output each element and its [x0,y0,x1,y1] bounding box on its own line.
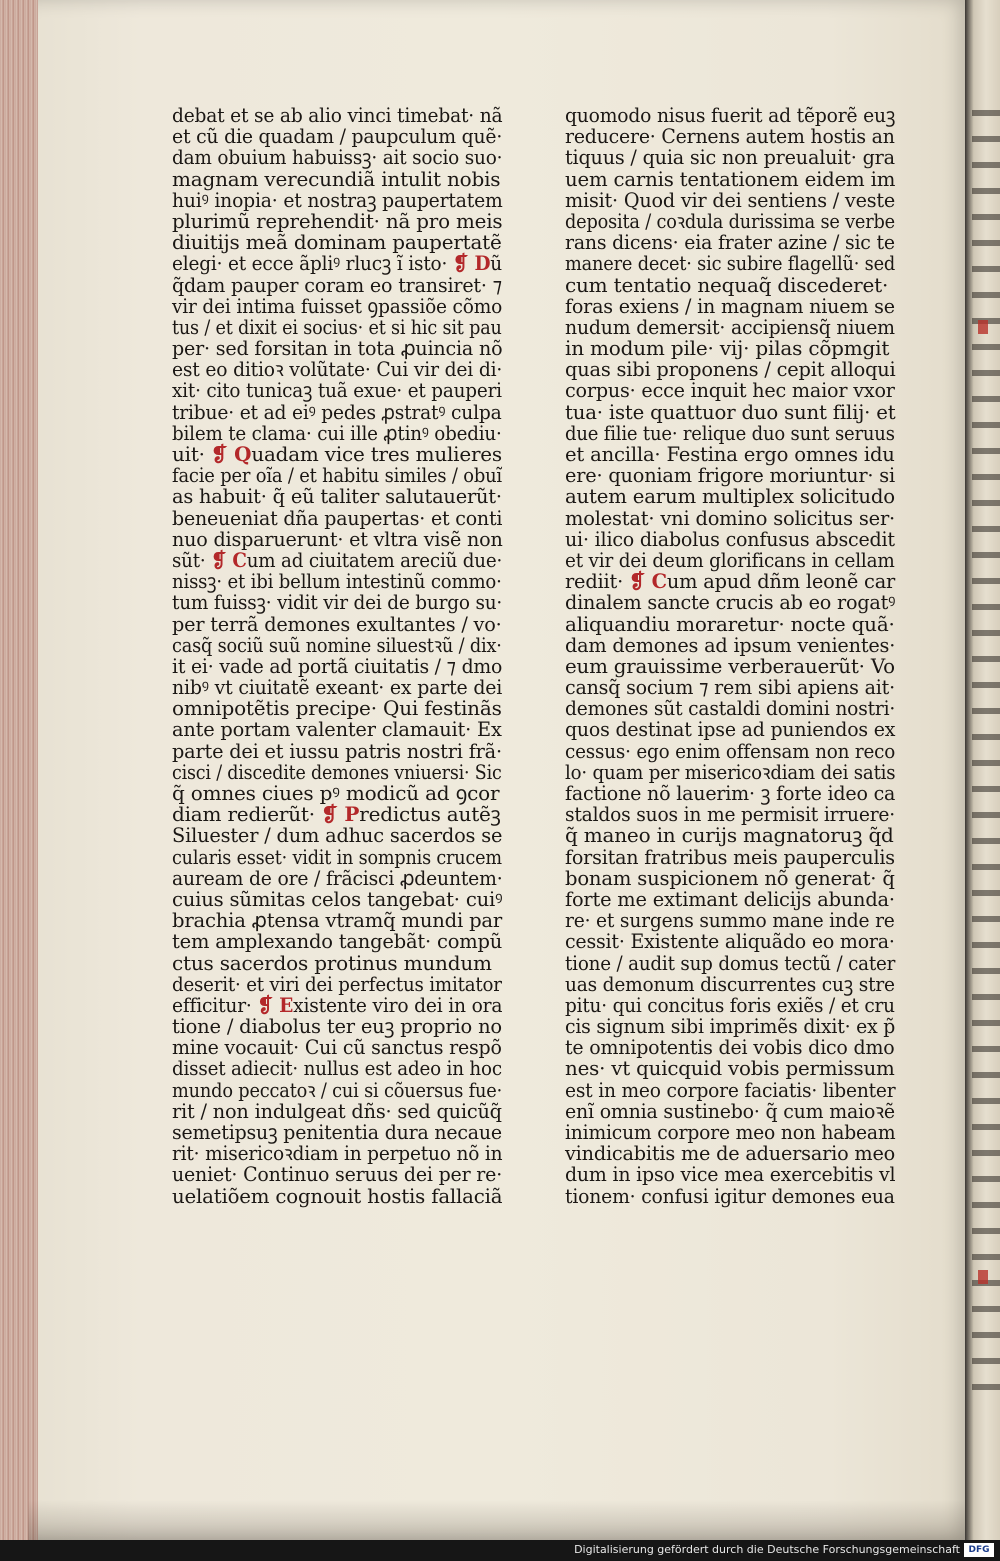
left-column-line: nissꝫ· et ibi bellum intestinũ commo· [172,569,502,594]
right-column-line: dum in ipso vice mea exercebitis vl [565,1162,896,1187]
left-column-line: q̃dam pauper coram eo transiret· ⁊ [172,272,502,297]
right-column-line: re· et surgens summo mane inde re [565,908,895,933]
left-column-line: parte dei et iussu patris nostri frã· [172,738,502,763]
left-column-line: vir dei intima fuisset ꝯpassiõe cõmo [172,293,503,318]
left-column-line: tus / et dixit ei socius· et si hic sit pau [172,314,502,339]
dfg-logo-icon: DFG [964,1543,994,1557]
right-column-line: et ancilla· Festina ergo omnes idu [565,442,895,466]
right-column-line: reducere· Cernens autem hostis an [565,124,895,149]
right-column-line: nudum demersit· accipiensq̃ niuem [565,314,895,339]
right-column-line: et vir dei deum glorificans in cellam [565,547,895,572]
left-column-line: brachia ꝓtensa vtramq̃ mundi par [172,908,503,933]
rubric-mark: ❡ D [452,251,491,276]
left-column-line: cuius sũmitas celos tangebat· cuiꝰ [172,886,503,911]
right-column-line: ere· quoniam frigore moriuntur· si [565,463,895,488]
left-column-line: disset adiecit· nullus est adeo in hoc [172,1056,502,1081]
left-column-line: uelatiõem cognouit hostis fallaciã [172,1183,503,1208]
left-column-line: debat et se ab alio vinci timebat· nã [172,103,503,127]
left-column-line: facie per oĩa / et habitu similes / obuĩ [172,463,502,488]
right-column-line: molestat· vni domino solicitus ser· [565,505,896,530]
left-column-line: per terrã demones exultantes / vo· [172,611,502,636]
left-column-line: semetipsuꝫ penitentia dura necaue [172,1120,502,1144]
right-column-line: vindicabitis me de aduersario meo [565,1141,896,1166]
right-column-line: cansq̃ socium ⁊ rem sibi apiens ait· [565,675,895,700]
left-column-line: plurimũ reprehendit· nã pro meis [172,208,503,233]
left-column-line: tione / diabolus ter euꝫ proprio no [172,1014,502,1039]
right-column-line: enĩ omnia sustinebo· q̃ cum maioꝛẽ [565,1098,895,1123]
left-column-line: as habuit· q̃ eũ taliter salutauerũt· [172,484,502,509]
right-column-line: cessus· ego enim offensam non reco [565,738,896,763]
left-column-line: tum fuissꝫ· vidit vir dei de burgo su· [172,590,503,615]
left-column-line: beneueniat dña paupertas· et conti [172,505,503,530]
left-column-line: uit· ❡ Quadam vice tres mulieres [172,442,502,466]
left-column-line: q̃ omnes ciues pꝰ modicũ ad ꝯcor [172,781,500,805]
left-column-line: rit / non indulgeat dñs· sed quicũq̃ [172,1098,502,1123]
digitization-footer [0,1540,1000,1561]
right-column-line: dam demones ad ipsum venientes· [565,632,896,657]
left-column-line: ante portam valenter clamauit· Ex [172,717,502,742]
right-column-line: rans dicens· eia frater azine / sic te [565,230,895,255]
right-column-line: ui· ilico diabolus confusus abscedit [565,526,895,551]
right-column-line: lo· quam per misericoꝛdiam dei satis [565,759,896,784]
right-column-line: misit· Quod vir dei sentiens / veste [565,187,896,212]
right-column-line: dinalem sancte crucis ab eo rogatꝰ [565,590,896,615]
left-column-line: est eo ditioꝛ volũtate· Cui vir dei di· [172,357,503,382]
right-column-line: bonam suspicionem nõ generat· q̃ [565,865,895,890]
facing-page-rubric-mark [978,320,988,334]
left-column-line: nibꝰ vt ciuitatẽ exeant· ex parte dei [172,675,503,700]
left-column-line: omnipotẽtis precipe· Qui festinãs [172,696,502,721]
right-column-line: autem earum multiplex solicitudo [565,484,895,509]
left-column-line: sũt· ❡ Cum ad ciuitatem areciũ due· [172,547,503,572]
right-column-line: pitu· qui concitus foris exiẽs / et cru [565,992,895,1017]
right-column-line: demones sũt castaldi domini nostri· [565,696,896,721]
right-column-line: q̃ maneo in curijs magnatoruꝫ q̃d [565,823,894,848]
right-column-line: in modum pile· vij· pilas cõpmgit [565,336,890,361]
left-column-line: bilem te clama· cui ille ꝓtinꝰ obediu· [172,420,502,445]
left-column-line: mundo peccatoꝛ / cui si cõuersus fue· [172,1077,503,1102]
right-column-line: cis signum sibi imprimẽs dixit· ex p̃ [565,1014,896,1039]
right-column-line: uas demonum discurrentes cuꝫ stre [565,971,895,996]
right-column-line: eum grauissime verberauerũt· Vo [565,653,895,678]
left-column-line: cisci / discedite demones vniuersi· Sic [172,759,502,784]
left-column-line: magnam verecundiã intulit nobis [172,166,501,191]
left-column-line: cularis esset· vidit in sompnis crucem [172,844,502,869]
left-column-line: nuo disparuerunt· et vltra visẽ non [172,526,503,551]
left-column-line: mine vocauit· Cui cũ sanctus respõ [172,1035,502,1060]
rubric-mark: ❡ P [321,802,360,827]
page-edge-red [0,0,38,1540]
text-column-right [565,105,895,1207]
right-column-line: uem carnis tentationem eidem im [565,166,896,191]
left-column-line: casq̃ sociũ suũ nomine siluestꝛũ / dix· [172,632,502,657]
left-column-line: diam redierũt· ❡ Predictus autẽꝫ [172,802,501,827]
right-column-line: foras exiens / in magnam niuem se [565,293,895,318]
left-column-line: it ei· vade ad portã ciuitatis / ⁊ dmo [172,653,503,678]
footer-credit: Digitalisierung gefördert durch die Deutsche Forschungsgemeinschaft [574,1543,960,1556]
right-column-line: forte me extimant delicijs abunda· [565,886,895,911]
right-column-line: tua· iste quattuor duo sunt filij· et [565,399,896,424]
left-column-line: deserit· et viri dei perfectus imitator [172,971,502,996]
right-column-line: tiquus / quia sic non preualuit· gra [565,145,895,170]
left-column-line: Siluester / dum adhuc sacerdos se [172,823,503,848]
right-column-line: quomodo nisus fuerit ad tẽporẽ euꝫ [565,103,896,127]
rubric-mark: ❡ Q [210,442,252,466]
right-column-line: forsitan fratribus meis pauperculis [565,844,895,869]
right-column-line: factione nõ lauerim· ꝫ forte ideo ca [565,781,896,805]
left-column-line: huiꝰ inopia· et nostraꝫ paupertatem [172,187,503,212]
right-column-line: deposita / coꝛdula durissima se verbe [565,208,895,233]
left-column-line: diuitijs meã dominam paupertatẽ [172,230,502,255]
page-bottom-shadow [28,1500,968,1540]
left-column-line: tem amplexando tangebãt· compũ [172,929,503,954]
rubric-mark: ❡ C [211,547,247,572]
rubric-mark: ❡ C [629,569,667,594]
right-column-line: aliquandiu moraretur· nocte quã· [565,611,895,636]
right-column-line: quos destinat ipse ad puniendos ex [565,717,896,742]
right-column-line: corpus· ecce inquit hec maior vxor [565,378,895,403]
text-column-left [172,105,502,1207]
left-column-line: et cũ die quadam / paupculum quẽ· [172,124,503,149]
right-column-line: staldos suos in me permisit irruere· [565,802,896,827]
left-column-line: dam obuium habuissꝫ· ait socio suo· [172,145,503,170]
left-column-line: elegi· et ecce ãpliꝰ rlucꝫ ĩ isto· ❡ Dũ [172,251,503,276]
right-column-line: tione / audit sup domus tectũ / cater [565,950,896,975]
right-column-line: cessit· Existente aliquãdo eo mora· [565,929,895,954]
left-column-line: efficitur· ❡ Existente viro dei in ora [172,992,503,1017]
left-column-line: xit· cito tunicaꝫ tuã exue· et pauperi [172,378,502,403]
right-column-line: est in meo corpore faciatis· libenter [565,1077,896,1102]
rubric-mark: ❡ E [257,992,294,1017]
right-column-line: due filie tue· relique duo sunt seruus [565,420,895,445]
right-column-line: quas sibi proponens / cepit alloqui [565,357,896,382]
left-column-line: auream de ore / frãcisci ꝓdeuntem· [172,865,503,890]
right-column-line: manere decet· sic subire flagellũ· sed [565,251,896,276]
left-column-line: per· sed forsitan in tota ꝓuincia nõ [172,336,503,361]
left-column-line: tribue· et ad eiꝰ pedes ꝓstratꝰ culpa [172,399,502,424]
facing-page-rubric-mark [978,1270,988,1284]
facing-page-text-fragment [972,110,1000,1400]
left-column-line: ctus sacerdos protinus mundum [172,950,492,975]
left-column-line: ueniet· Continuo seruus dei per re· [172,1162,503,1187]
right-column-line: rediit· ❡ Cum apud dñm leonẽ car [565,569,896,594]
right-column-line: te omnipotentis dei vobis dico dmo [565,1035,895,1060]
left-column-line: rit· misericoꝛdiam in perpetuo nõ in [172,1141,503,1166]
right-column-line: nes· vt quicquid vobis permissum [565,1056,895,1081]
right-column-line: tionem· confusi igitur demones eua [565,1183,895,1208]
right-column-line: cum tentatio nequaq̃ discederet· [565,272,889,297]
right-column-line: inimicum corpore meo non habeam [565,1120,896,1144]
